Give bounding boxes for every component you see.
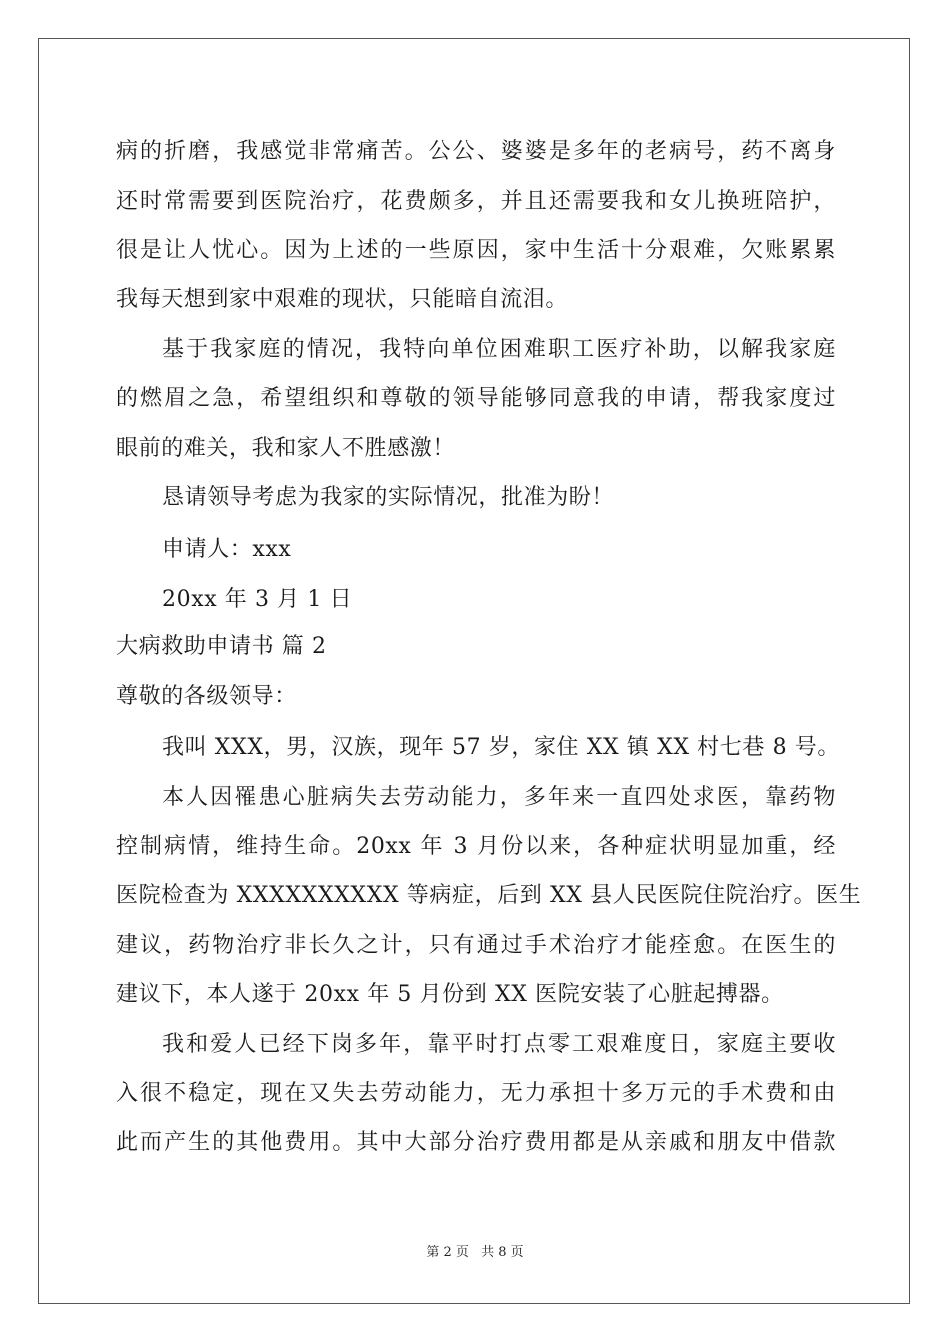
body-line: 基于我家庭的情况，我特向单位困难职工医疗补助，以解我家庭 [162, 337, 836, 362]
body-line: 恳请领导考虑为我家的实际情况，批准为盼！ [162, 485, 615, 510]
body-line: 本人因罹患心脏病失去劳动能力，多年来一直四处求医，靠药物 [162, 785, 836, 810]
body-line: 建议，药物治疗非长久之计，只有通过手术治疗才能痊愈。在医生的 [116, 933, 836, 958]
body-line: 建议下，本人遂于 20xx 年 5 月份到 XX 医院安装了心脏起搏器。 [116, 982, 784, 1007]
page-footer [0, 1245, 950, 1261]
page-border [38, 38, 910, 1304]
applicant-line: 申请人：xxx [162, 537, 292, 562]
salutation: 尊敬的各级领导： [116, 684, 297, 709]
body-line: 我和爱人已经下岗多年，靠平时打点零工艰难度日，家庭主要收 [162, 1032, 836, 1057]
body-line: 还时常需要到医院治疗，花费颇多，并且还需要我和女儿换班陪护， [116, 189, 836, 214]
body-line: 医院检查为 XXXXXXXXXX 等病症，后到 XX 县人民医院住院治疗。医生 [116, 883, 862, 908]
body-line: 病的折磨，我感觉非常痛苦。公公、婆婆是多年的老病号，药不离身 [116, 139, 836, 164]
page-total: 共 8 页 [481, 1245, 524, 1260]
body-line: 我每天想到家中艰难的现状，只能暗自流泪。 [116, 287, 569, 312]
date-line: 20xx 年 3 月 1 日 [162, 587, 353, 612]
body-line: 此而产生的其他费用。其中大部分治疗费用都是从亲戚和朋友中借款 [116, 1130, 836, 1155]
body-line: 眼前的难关，我和家人不胜感激！ [116, 436, 456, 461]
section-title: 大病救助申请书 篇 2 [116, 634, 327, 659]
body-line: 入很不稳定，现在又失去劳动能力，无力承担十多万元的手术费和由 [116, 1081, 836, 1106]
body-line: 控制病情，维持生命。20xx 年 3 月份以来，各种症状明显加重，经 [116, 834, 836, 859]
body-line: 很是让人忧心。因为上述的一些原因，家中生活十分艰难，欠账累累 [116, 238, 836, 263]
page-number: 第 2 页 [426, 1245, 469, 1260]
body-line: 我叫 XXX，男，汉族，现年 57 岁，家住 XX 镇 XX 村七巷 8 号。 [162, 735, 840, 760]
body-line: 的燃眉之急，希望组织和尊敬的领导能够同意我的申请，帮我家度过 [116, 386, 836, 411]
